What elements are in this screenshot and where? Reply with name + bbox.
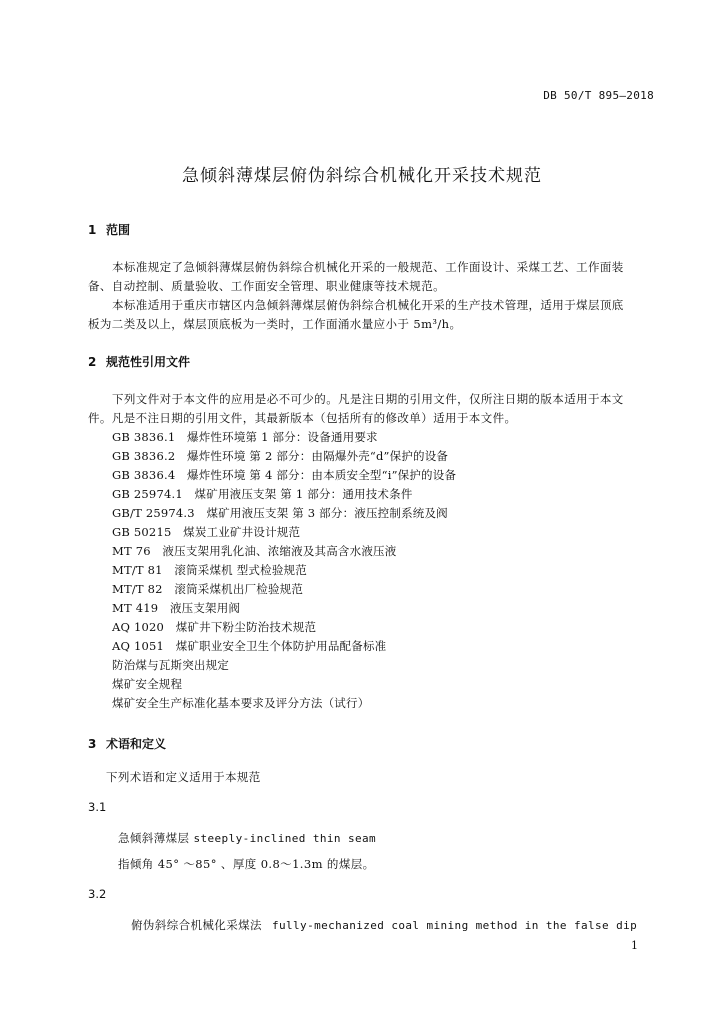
document-code: DB 50/T 895—2018 — [543, 89, 654, 102]
paragraph-line: 下列文件对于本文件的应用是必不可少的。凡是注日期的引用文件，仅所注日期的版本适用于本文 — [112, 392, 624, 406]
reference-item: 煤矿安全规程 — [112, 677, 183, 691]
reference-item: AQ 1020 煤矿井下粉尘防治技术规范 — [112, 620, 317, 634]
reference-item: GB 3836.1 爆炸性环境第 1 部分：设备通用要求 — [112, 430, 378, 444]
reference-item: GB 50215 煤炭工业矿井设计规范 — [112, 525, 301, 539]
paragraph-line: 备、自动控制、质量验收、工作面安全管理、职业健康等技术规范。 — [88, 279, 445, 293]
term-english: steeply-inclined thin seam — [193, 832, 377, 845]
paragraph-line: 板为二类及以上，煤层顶底板为一类时，工作面涌水量应小于 5m³/h。 — [88, 317, 462, 331]
term-chinese: 急倾斜薄煤层 — [118, 831, 190, 845]
page-title: 急倾斜薄煤层俯伪斜综合机械化开采技术规范 — [182, 166, 542, 186]
section-3-heading — [88, 735, 166, 752]
reference-item: GB 25974.1 煤矿用液压支架 第 1 部分：通用技术条件 — [112, 487, 413, 501]
reference-item: GB 3836.4 爆炸性环境 第 4 部分：由本质安全型“i”保护的设备 — [112, 468, 457, 482]
reference-item: AQ 1051 煤矿职业安全卫生个体防护用品配备标准 — [112, 639, 387, 653]
section-title: 规范性引用文件 — [106, 355, 191, 369]
reference-item: MT 76 液压支架用乳化油、浓缩液及其高含水液压液 — [112, 544, 397, 558]
term-entry — [131, 917, 637, 933]
reference-item: 防治煤与瓦斯突出规定 — [112, 658, 229, 672]
reference-item: MT 419 液压支架用阀 — [112, 601, 241, 615]
section-number: 3 — [88, 737, 97, 751]
reference-item: 煤矿安全生产标准化基本要求及评分方法（试行） — [112, 696, 370, 710]
term-number: 3.1 — [88, 800, 107, 814]
section-1-heading — [88, 221, 130, 238]
paragraph-line: 下列术语和定义适用于本规范 — [106, 770, 261, 784]
paragraph-line: 件。凡是不注日期的引用文件，其最新版本（包括所有的修改单）适用于本文件。 — [88, 411, 517, 425]
reference-item: GB/T 25974.3 煤矿用液压支架 第 3 部分：液压控制系统及阀 — [112, 506, 448, 520]
reference-item: GB 3836.2 爆炸性环境 第 2 部分：由隔爆外壳“d”保护的设备 — [112, 449, 449, 463]
term-definition: 指倾角 45° ～85° 、厚度 0.8～1.3m 的煤层。 — [118, 857, 375, 871]
reference-item: MT/T 81 滚筒采煤机 型式检验规范 — [112, 563, 307, 577]
term-entry — [118, 830, 376, 846]
page-number: 1 — [631, 939, 638, 952]
term-chinese: 俯伪斜综合机械化采煤法 — [131, 918, 262, 932]
section-title: 范围 — [106, 223, 131, 237]
reference-item: MT/T 82 滚筒采煤机出厂检验规范 — [112, 582, 304, 596]
term-english: fully-mechanized coal mining method in the false dip — [271, 919, 638, 932]
section-number: 2 — [88, 355, 97, 369]
section-title: 术语和定义 — [106, 737, 167, 751]
paragraph-line: 本标准规定了急倾斜薄煤层俯伪斜综合机械化开采的一般规范、工作面设计、采煤工艺、工作面装 — [112, 260, 624, 274]
term-number: 3.2 — [88, 887, 107, 901]
paragraph-line: 本标准适用于重庆市辖区内急倾斜薄煤层俯伪斜综合机械化开采的生产技术管理，适用于煤层顶底 — [112, 298, 624, 312]
section-number: 1 — [88, 223, 97, 237]
section-2-heading — [88, 353, 190, 370]
